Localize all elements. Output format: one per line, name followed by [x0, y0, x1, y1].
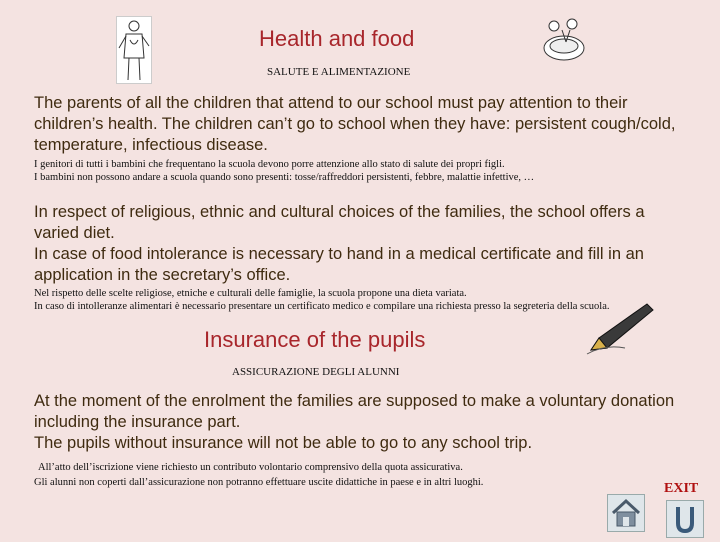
health-paragraph-it-line2: I bambini non possono andare a scuola quando sono presenti: tosse/raffreddori persistenti, febbre, malattie infettive, … [34, 172, 535, 183]
home-button[interactable] [607, 494, 645, 532]
doctor-icon [116, 16, 152, 84]
insurance-paragraph-en-line1: At the moment of the enrolment the families are supposed to make a voluntary donation including the insurance part. [34, 392, 675, 431]
insurance-subtitle: ASSICURAZIONE DEGLI ALUNNI [232, 366, 400, 378]
health-subtitle: SALUTE E ALIMENTAZIONE [267, 66, 411, 78]
diet-paragraph-it-line2: In caso di intolleranze alimentari è necessario presentare un certificato medico e compilare una richiesta presso la segreteria della scuola. [34, 301, 610, 312]
diet-paragraph-en-line1: In respect of religious, ethnic and cultural choices of the families, the school offers a varied diet. [34, 203, 645, 242]
pen-icon [585, 298, 657, 356]
food-icon [540, 16, 588, 64]
insurance-paragraph-en-line2: The pupils without insurance will not be able to go to any school trip. [34, 434, 533, 452]
insurance-paragraph-it-line2: Gli alunni non coperti dall’assicurazione non potranno effettuare uscite didattiche in paese e in altri luoghi. [34, 477, 484, 488]
insurance-title: Insurance of the pupils [204, 327, 426, 352]
diet-paragraph-it-line1: Nel rispetto delle scelte religiose, etniche e culturali delle famiglie, la scuola propone una dieta variata. [34, 288, 467, 299]
insurance-paragraph-it-line1: All’atto dell’iscrizione viene richiesto un contributo volontario comprensivo della quota assicurativa. [38, 462, 463, 473]
home-icon [608, 495, 644, 536]
health-paragraph-en: The parents of all the children that attend to our school must pay attention to their children’s health. The children can’t go to school when they have: persistent cough/cold, temperature, infectious disease. [34, 94, 676, 154]
exit-link[interactable]: EXIT [664, 481, 699, 496]
return-icon [667, 501, 703, 542]
health-title: Health and food [259, 26, 415, 51]
diet-paragraph-en-line2: In case of food intolerance is necessary to hand in a medical certificate and fill in an application in the secretary’s office. [34, 245, 644, 284]
return-button[interactable] [666, 500, 704, 538]
health-paragraph-it-line1: I genitori di tutti i bambini che frequentano la scuola devono porre attenzione allo stato di salute dei propri figli. [34, 159, 505, 170]
